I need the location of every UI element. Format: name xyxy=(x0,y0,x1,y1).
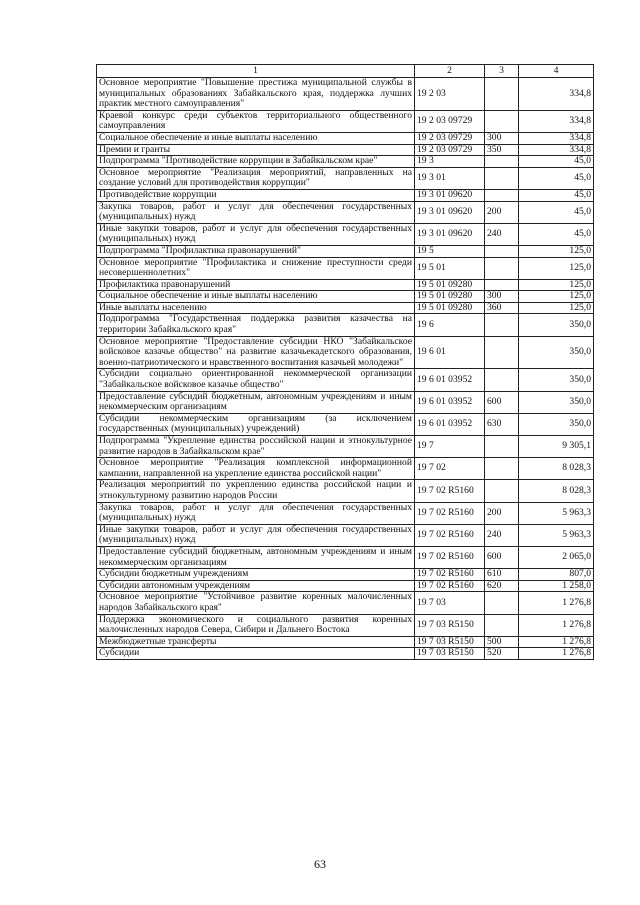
table-row xyxy=(97,314,594,336)
row-code-cell: 19 6 xyxy=(415,314,485,336)
row-name-cell: Подпрограмма "Профилактика правонарушений" xyxy=(97,245,415,257)
table-row xyxy=(97,502,594,524)
table-row xyxy=(97,413,594,435)
table-row xyxy=(97,369,594,391)
row-code-cell: 19 3 01 09620 xyxy=(415,223,485,245)
row-expense-type-cell: 200 xyxy=(485,201,519,223)
table-row xyxy=(97,167,594,189)
row-code-cell: 19 6 01 03952 xyxy=(415,369,485,391)
row-amount-cell: 334,8 xyxy=(519,110,594,132)
table-row xyxy=(97,279,594,291)
page-number: 63 xyxy=(314,857,326,871)
row-code-cell: 19 7 02 R5160 xyxy=(415,480,485,502)
row-code-cell: 19 7 02 R5160 xyxy=(415,524,485,546)
row-name-cell: Основное мероприятие "Устойчивое развитие коренных малочисленных народов Забайкальского края" xyxy=(97,592,415,614)
row-name-cell: Предоставление субсидий бюджетным, автономным учреждениям и иным некоммерческим организациям xyxy=(97,391,415,413)
row-name-cell: Противодействие коррупции xyxy=(97,189,415,201)
table-row xyxy=(97,391,594,413)
row-code-cell: 19 3 01 09620 xyxy=(415,201,485,223)
table-row xyxy=(97,78,594,111)
row-name-cell: Субсидии xyxy=(97,648,415,660)
header-col-1: 1 xyxy=(97,65,415,78)
row-name-cell: Основное мероприятие "Профилактика и снижение преступности среди несовершеннолетних" xyxy=(97,257,415,279)
table-row xyxy=(97,648,594,660)
row-expense-type-cell xyxy=(485,614,519,636)
row-code-cell: 19 7 03 R5150 xyxy=(415,614,485,636)
row-expense-type-cell xyxy=(485,78,519,111)
row-expense-type-cell: 240 xyxy=(485,223,519,245)
row-name-cell: Социальное обеспечение и иные выплаты населению xyxy=(97,132,415,144)
table-row xyxy=(97,223,594,245)
row-name-cell: Подпрограмма "Государственная поддержка развития казачества на территории Забайкальского края" xyxy=(97,314,415,336)
row-name-cell: Иные закупки товаров, работ и услуг для обеспечения государственных (муниципальных) нужд xyxy=(97,223,415,245)
row-expense-type-cell: 200 xyxy=(485,502,519,524)
row-code-cell: 19 2 03 09729 xyxy=(415,110,485,132)
table-row xyxy=(97,110,594,132)
table-row xyxy=(97,546,594,568)
row-name-cell: Иные выплаты населению xyxy=(97,302,415,314)
row-expense-type-cell: 620 xyxy=(485,580,519,592)
row-name-cell: Субсидии автономным учреждениям xyxy=(97,580,415,592)
row-name-cell: Поддержка экономического и социального развития коренных малочисленных народов Севера, Сибири и Дальнего Востока xyxy=(97,614,415,636)
row-expense-type-cell xyxy=(485,167,519,189)
header-col-4: 4 xyxy=(519,65,594,78)
row-amount-cell: 8 028,3 xyxy=(519,480,594,502)
row-code-cell: 19 5 01 xyxy=(415,257,485,279)
row-code-cell: 19 2 03 09729 xyxy=(415,132,485,144)
table-row xyxy=(97,291,594,303)
row-expense-type-cell xyxy=(485,189,519,201)
row-name-cell: Закупка товаров, работ и услуг для обеспечения государственных (муниципальных) нужд xyxy=(97,201,415,223)
row-name-cell: Субсидии некоммерческим организациям (за исключением государственных (муниципальных) учреждений) xyxy=(97,413,415,435)
row-amount-cell: 125,0 xyxy=(519,291,594,303)
row-expense-type-cell xyxy=(485,156,519,168)
table-row xyxy=(97,636,594,648)
row-name-cell: Профилактика правонарушений xyxy=(97,279,415,291)
row-name-cell: Субсидии социально ориентированной некоммерческой организации "Забайкальское войсковое казачье общество" xyxy=(97,369,415,391)
row-expense-type-cell: 300 xyxy=(485,132,519,144)
row-amount-cell: 1 276,8 xyxy=(519,614,594,636)
row-code-cell: 19 7 02 R5160 xyxy=(415,546,485,568)
table-row xyxy=(97,201,594,223)
row-amount-cell: 125,0 xyxy=(519,302,594,314)
header-col-3: 3 xyxy=(485,65,519,78)
row-amount-cell: 9 305,1 xyxy=(519,436,594,458)
row-name-cell: Социальное обеспечение и иные выплаты населению xyxy=(97,291,415,303)
row-code-cell: 19 3 01 xyxy=(415,167,485,189)
row-code-cell: 19 2 03 xyxy=(415,78,485,111)
row-name-cell: Реализация мероприятий по укреплению единства российской нации и этнокультурному развитию народов России xyxy=(97,480,415,502)
row-code-cell: 19 5 xyxy=(415,245,485,257)
row-amount-cell: 350,0 xyxy=(519,413,594,435)
row-code-cell: 19 2 03 09729 xyxy=(415,144,485,156)
table-row xyxy=(97,614,594,636)
row-amount-cell: 45,0 xyxy=(519,223,594,245)
row-expense-type-cell xyxy=(485,336,519,369)
row-name-cell: Премии и гранты xyxy=(97,144,415,156)
row-code-cell: 19 7 03 R5150 xyxy=(415,648,485,660)
row-amount-cell: 5 963,3 xyxy=(519,502,594,524)
row-code-cell: 19 5 01 09280 xyxy=(415,279,485,291)
row-expense-type-cell: 240 xyxy=(485,524,519,546)
row-expense-type-cell xyxy=(485,110,519,132)
row-amount-cell: 2 065,0 xyxy=(519,546,594,568)
row-amount-cell: 1 276,8 xyxy=(519,592,594,614)
table-row xyxy=(97,592,594,614)
row-expense-type-cell xyxy=(485,314,519,336)
row-code-cell: 19 7 03 R5150 xyxy=(415,636,485,648)
row-amount-cell: 334,8 xyxy=(519,144,594,156)
row-amount-cell: 45,0 xyxy=(519,189,594,201)
row-name-cell: Краевой конкурс среди субъектов территориального общественного самоуправления xyxy=(97,110,415,132)
row-amount-cell: 125,0 xyxy=(519,257,594,279)
row-amount-cell: 45,0 xyxy=(519,167,594,189)
row-code-cell: 19 6 01 03952 xyxy=(415,413,485,435)
row-code-cell: 19 3 01 09620 xyxy=(415,189,485,201)
row-name-cell: Основное мероприятие "Предоставление субсидии НКО "Забайкальское войсковое казачье общество" на развитие казачьекадетского образования, военно-патриотического и нравственного воспитания казачьей молодежи" xyxy=(97,336,415,369)
table-row xyxy=(97,480,594,502)
row-expense-type-cell xyxy=(485,458,519,480)
row-expense-type-cell: 610 xyxy=(485,569,519,581)
row-expense-type-cell xyxy=(485,436,519,458)
row-name-cell: Основное мероприятие "Повышение престижа муниципальной службы в муниципальных образованиях Забайкальского края, поддержка лучших практик местного самоуправления" xyxy=(97,78,415,111)
row-expense-type-cell: 630 xyxy=(485,413,519,435)
row-code-cell: 19 5 01 09280 xyxy=(415,302,485,314)
table-row xyxy=(97,580,594,592)
row-code-cell: 19 7 02 R5160 xyxy=(415,502,485,524)
row-name-cell: Межбюджетные трансферты xyxy=(97,636,415,648)
header-col-2: 2 xyxy=(415,65,485,78)
row-expense-type-cell: 600 xyxy=(485,546,519,568)
row-code-cell: 19 7 xyxy=(415,436,485,458)
row-amount-cell: 1 276,8 xyxy=(519,648,594,660)
row-amount-cell: 45,0 xyxy=(519,201,594,223)
row-amount-cell: 5 963,3 xyxy=(519,524,594,546)
table-row xyxy=(97,336,594,369)
table-row xyxy=(97,132,594,144)
row-code-cell: 19 3 xyxy=(415,156,485,168)
row-expense-type-cell xyxy=(485,369,519,391)
table-row xyxy=(97,257,594,279)
table-row xyxy=(97,144,594,156)
row-code-cell: 19 7 02 xyxy=(415,458,485,480)
row-code-cell: 19 7 02 R5160 xyxy=(415,569,485,581)
row-expense-type-cell: 520 xyxy=(485,648,519,660)
row-name-cell: Предоставление субсидий бюджетным, автономным учреждениям и иным некоммерческим организациям xyxy=(97,546,415,568)
row-amount-cell: 350,0 xyxy=(519,314,594,336)
row-expense-type-cell xyxy=(485,279,519,291)
table-row xyxy=(97,302,594,314)
row-expense-type-cell: 350 xyxy=(485,144,519,156)
table-row xyxy=(97,189,594,201)
table-row xyxy=(97,156,594,168)
row-expense-type-cell: 300 xyxy=(485,291,519,303)
budget-table xyxy=(96,64,594,660)
row-code-cell: 19 5 01 09280 xyxy=(415,291,485,303)
row-amount-cell: 45,0 xyxy=(519,156,594,168)
row-expense-type-cell xyxy=(485,245,519,257)
row-code-cell: 19 6 01 03952 xyxy=(415,391,485,413)
row-name-cell: Подпрограмма "Укрепление единства российской нации и этнокультурное развитие народов в Забайкальском крае" xyxy=(97,436,415,458)
row-expense-type-cell xyxy=(485,592,519,614)
row-amount-cell: 334,8 xyxy=(519,132,594,144)
row-amount-cell: 350,0 xyxy=(519,336,594,369)
row-code-cell: 19 7 03 xyxy=(415,592,485,614)
row-name-cell: Подпрограмма "Противодействие коррупции в Забайкальском крае" xyxy=(97,156,415,168)
row-name-cell: Закупка товаров, работ и услуг для обеспечения государственных (муниципальных) нужд xyxy=(97,502,415,524)
row-amount-cell: 350,0 xyxy=(519,391,594,413)
row-amount-cell: 8 028,3 xyxy=(519,458,594,480)
table-row xyxy=(97,569,594,581)
table-row xyxy=(97,524,594,546)
row-amount-cell: 350,0 xyxy=(519,369,594,391)
row-amount-cell: 125,0 xyxy=(519,279,594,291)
row-name-cell: Субсидии бюджетным учреждениям xyxy=(97,569,415,581)
row-amount-cell: 1 276,8 xyxy=(519,636,594,648)
row-expense-type-cell: 500 xyxy=(485,636,519,648)
row-amount-cell: 807,0 xyxy=(519,569,594,581)
row-name-cell: Основное мероприятие "Реализация мероприятий, направленных на создание условий для противодействия коррупции" xyxy=(97,167,415,189)
row-name-cell: Основное мероприятие "Реализация комплексной информационной кампании, направленной на укрепление единства российской нации" xyxy=(97,458,415,480)
table-row xyxy=(97,458,594,480)
row-code-cell: 19 7 02 R5160 xyxy=(415,580,485,592)
table-row xyxy=(97,245,594,257)
row-amount-cell: 1 258,0 xyxy=(519,580,594,592)
row-code-cell: 19 6 01 xyxy=(415,336,485,369)
row-amount-cell: 125,0 xyxy=(519,245,594,257)
row-expense-type-cell xyxy=(485,257,519,279)
table-row xyxy=(97,436,594,458)
row-expense-type-cell: 360 xyxy=(485,302,519,314)
table-header-row xyxy=(97,65,594,78)
row-amount-cell: 334,8 xyxy=(519,78,594,111)
row-expense-type-cell: 600 xyxy=(485,391,519,413)
row-expense-type-cell xyxy=(485,480,519,502)
row-name-cell: Иные закупки товаров, работ и услуг для обеспечения государственных (муниципальных) нужд xyxy=(97,524,415,546)
